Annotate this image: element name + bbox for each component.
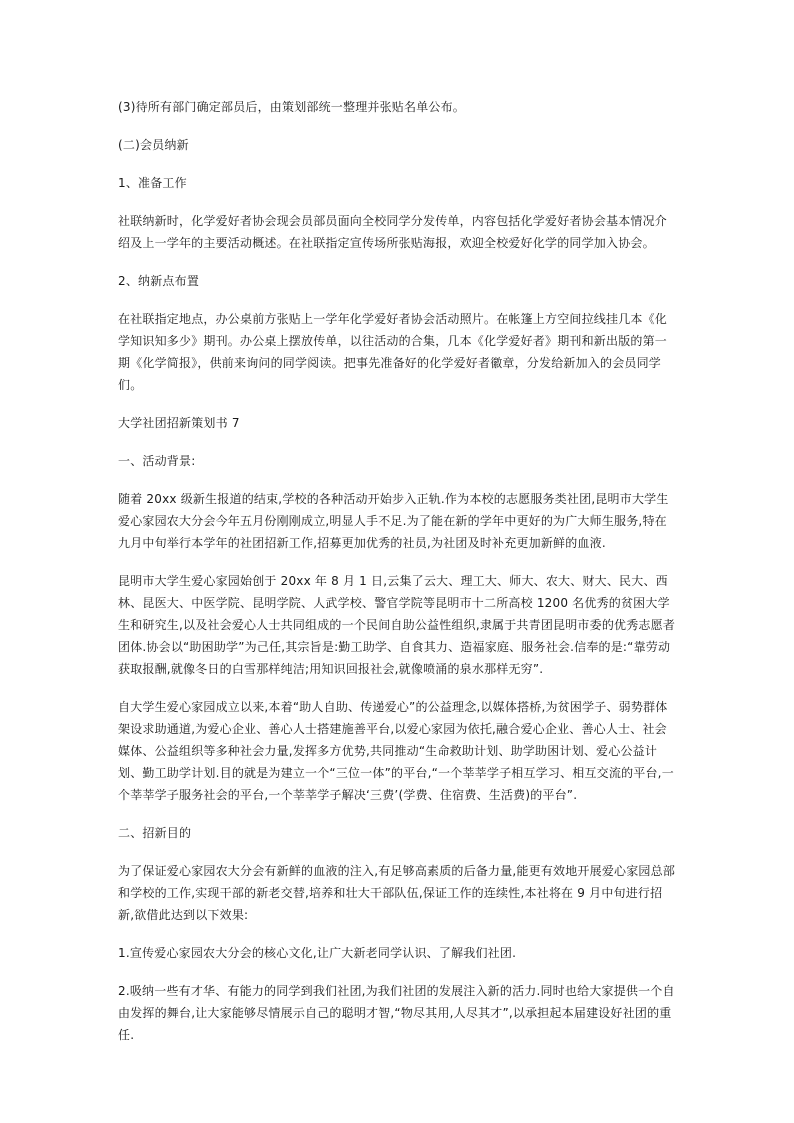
paragraph-preparation: 社联纳新时，化学爱好者协会现会员部员面向全校同学分发传单，内容包括化学爱好者协会基本情况介绍及上一学年的主要活动概述。在社联指定宣传场所张贴海报，欢迎全校爱好化学的同学加入协会。 (118, 214, 668, 250)
paragraph-purpose-intro: 为了保证爱心家园农大分会有新鲜的血液的注入,有足够高素质的后备力量,能更有效地开展爱心家园总部和学校的工作,实现干部的新老交替,培养和壮大干部队伍,保证工作的连续性,本社将在 9 月中旬进行招新,欲借此达到以下效果: (118, 864, 676, 922)
paragraph-recruit-list-announcement: (3)待所有部门确定部员后，由策划部统一整理并张贴名单公布。 (118, 100, 466, 114)
document-body (118, 96, 678, 1062)
heading-recruitment-purpose: 二、招新目的 (118, 826, 192, 840)
paragraph-background-1: 随着 20xx 级新生报道的结束,学校的各种活动开始步入正轨.作为本校的志愿服务类社团,昆明市大学生爱心家园农大分会今年五月份刚刚成立,明显人手不足.为了能在新的学年中更好的为广大师生服务,特在九月中旬举行本学年的社团招新工作,招募更加优秀的社员,为社团及时补充更加新鲜的血液. (118, 492, 669, 550)
paragraph-booth-setup: 在社联指定地点，办公桌前方张贴上一学年化学爱好者协会活动照片。在帐篷上方空间拉线挂几本《化学知识知多少》期刊。办公桌上摆放传单，以往活动的合集，几本《化学爱好者》期刊和新出版的第一期《化学简报》，供前来询问的同学阅读。把事先准备好的化学爱好者徽章，分发给新加入的会员同学们。 (118, 312, 668, 392)
section-title-plan-7: 大学社团招新策划书 7 (118, 416, 240, 430)
paragraph-purpose-item-1: 1.宣传爱心家园农大分会的核心文化,让广大新老同学认识、了解我们社团. (118, 946, 517, 960)
heading-preparation: 1、准备工作 (118, 176, 187, 190)
paragraph-background-2: 昆明市大学生爱心家园始创于 20xx 年 8 月 1 日,云集了云大、理工大、师大、农大、财大、民大、西林、昆医大、中医学院、昆明学院、人武学校、警官学院等昆明市十二所高校 1200 名优秀的贫困大学生和研究生,以及社会爱心人士共同组成的一个民间自助公益性组织,隶属于共青团昆明市委的优秀志愿者团体.协会以“助困助学”为己任,其宗旨是:勤工助学、自食其力、造福家庭、服务社会.信奉的是:“靠劳动获取报酬,就像冬日的白雪那样纯洁;用知识回报社会,就像喷涌的泉水那样无穷”. (118, 574, 676, 676)
heading-booth-setup: 2、纳新点布置 (118, 274, 200, 288)
paragraph-background-3: 自大学生爱心家园成立以来,本着“助人自助、传递爱心”的公益理念,以媒体搭桥,为贫困学子、弱势群体架设求助通道,为爱心企业、善心人士搭建施善平台,以爱心家园为依托,融合爱心企业、善心人士、社会媒体、公益组织等多种社会力量,发挥多方优势,共同推动“生命救助计划、助学助困计划、爱心公益计划、勤工助学计划.目的就是为建立一个“三位一体”的平台,“一个莘莘学子相互学习、相互交流的平台,一个莘莘学子服务社会的平台,一个莘莘学子解决‘三费’(学费、住宿费、生活费)的平台”. (118, 700, 674, 802)
heading-background: 一、活动背景: (118, 454, 196, 468)
heading-member-recruitment: (二)会员纳新 (118, 138, 189, 152)
paragraph-purpose-item-2: 2.吸纳一些有才华、有能力的同学到我们社团,为我们社团的发展注入新的活力.同时也给大家提供一个自由发挥的舞台,让大家能够尽情展示自己的聪明才智,“物尽其用,人尽其才”,以承担起本届建设好社团的重任. (118, 984, 675, 1042)
